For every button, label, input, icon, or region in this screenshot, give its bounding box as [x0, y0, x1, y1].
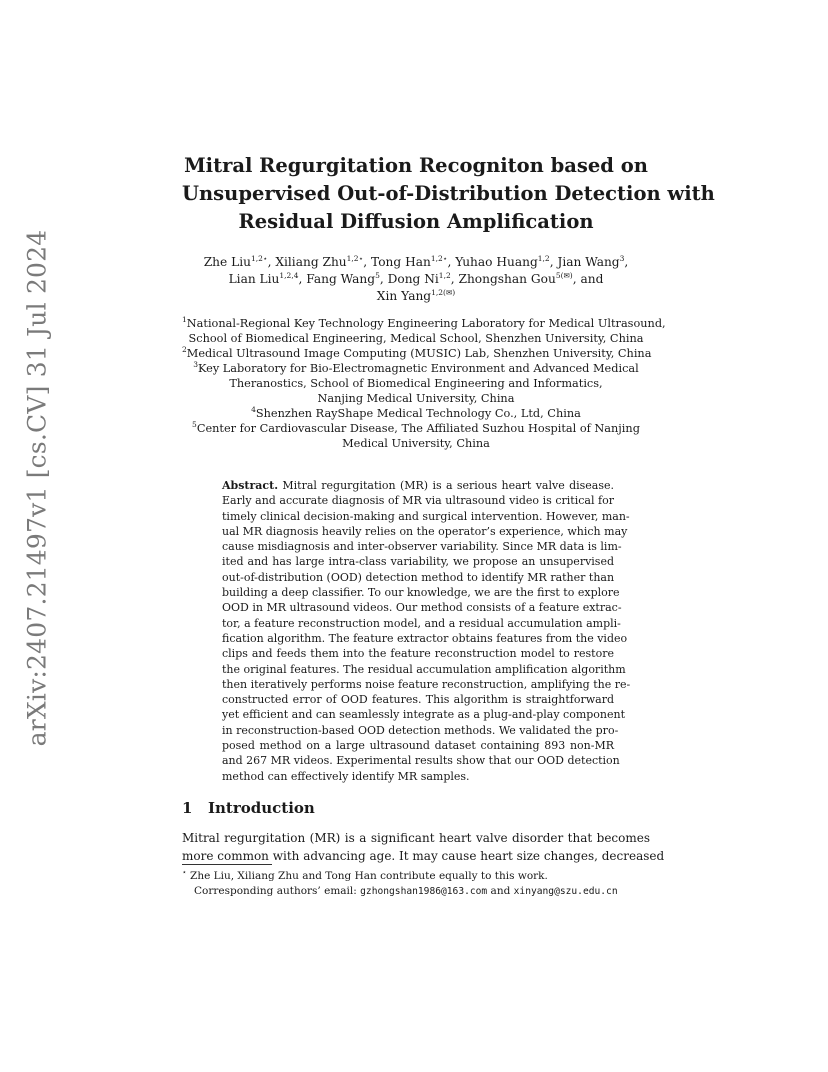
author-line: Lian Liu$^{1,2,4}$, Fang Wang$^5$, Dong Ni$^{1,2}$, Zhongshan Gou$^{5(✉)}$, and — [228, 270, 604, 286]
affiliation-line: Theranostics, School of Biomedical Engineering and Informatics, — [229, 377, 603, 390]
footnote — [182, 869, 650, 899]
email-link[interactable]: xinyang@szu.edu.cn — [513, 886, 618, 897]
title-line: Unsupervised Out-of-Distribution Detection with — [182, 182, 715, 205]
abstract-line: OOD in MR ultrasound videos. Our method consists of a feature extrac- — [222, 601, 622, 615]
author-name: Lian Liu — [228, 272, 280, 286]
title-line: Residual Diffusion Amplification — [238, 210, 594, 233]
author-affil-mark: 1,2⋆ — [346, 253, 364, 263]
author-name: Jian Wang — [557, 255, 620, 269]
author-affil-mark: 1,2⋆ — [250, 253, 268, 263]
author-affil-mark: 1,2 — [438, 270, 451, 280]
abstract-line: out-of-distribution (OOD) detection method to identify MR rather than — [222, 570, 615, 584]
abstract-line: then iteratively performs noise feature reconstruction, amplifying the re- — [222, 677, 631, 691]
abstract-line: and 267 MR videos. Experimental results show that our OOD detection — [222, 754, 620, 768]
author-name: Tong Han — [371, 255, 431, 269]
footnote-line: Corresponding authors’ email: gzhongshan1986@163.com and xinyang@szu.edu.cn — [194, 885, 618, 897]
affiliation-line: $^2$Medical Ultrasound Image Computing (MUSIC) Lab, Shenzhen University, China — [182, 345, 652, 360]
section-title: Introduction — [208, 799, 315, 817]
affiliation-line: $^5$Center for Cardiovascular Disease, The Affiliated Suzhou Hospital of Nanjing — [192, 420, 640, 435]
arxiv-identifier — [0, 0, 70, 1072]
author-name: Dong Ni — [387, 272, 439, 286]
abstract-line: timely clinical decision-making and surgical intervention. However, man- — [222, 509, 630, 523]
author-affil-mark: 3 — [619, 253, 625, 263]
author-name: Xin Yang — [376, 289, 432, 303]
title-line: Mitral Regurgitation Recogniton based on — [184, 154, 648, 177]
email-link[interactable]: gzhongshan1986@163.com — [360, 886, 488, 897]
author-list — [182, 254, 650, 305]
author-affil-mark: 1,2 — [537, 253, 550, 263]
author-line: Zhe Liu$^{1,2⋆}$, Xiliang Zhu$^{1,2⋆}$, Tong Han$^{1,2⋆}$, Yuhao Huang$^{1,2}$, Jian Wang$^3$, — [203, 253, 629, 269]
affiliation-line: Medical University, China — [342, 437, 490, 450]
affiliation-line: $^1$National-Regional Key Technology Engineering Laboratory for Medical Ultrasound, — [182, 315, 666, 330]
paper-title — [182, 152, 715, 236]
abstract-line: ited and has large intra-class variability, we propose an unsupervised — [222, 555, 614, 569]
arxiv-id-text: arXiv:2407.21497v1 [cs.CV] 31 Jul 2024 — [22, 229, 52, 747]
abstract-line: yet efficient and can seamlessly integrate as a plug-and-play component — [222, 708, 626, 722]
body-line: more common with advancing age. It may cause heart size changes, decreased — [182, 849, 665, 863]
abstract — [222, 478, 631, 784]
abstract-line: tor, a feature reconstruction model, and a residual accumulation ampli- — [222, 616, 621, 630]
abstract-label: Abstract. — [222, 479, 279, 492]
author-affil-mark: 5(✉) — [555, 270, 573, 280]
footnote-line: ⋆ Zhe Liu, Xiliang Zhu and Tong Han contribute equally to this work. — [182, 867, 548, 882]
author-name: Xiliang Zhu — [275, 255, 347, 269]
section-heading — [182, 799, 315, 817]
footnote-rule — [182, 864, 272, 865]
abstract-line: constructed error of OOD features. This algorithm is straightforward — [222, 693, 614, 707]
author-name: Zhongshan Gou — [458, 272, 556, 286]
abstract-line: method can effectively identify MR samples. — [222, 769, 470, 783]
affiliation-line: $^3$Key Laboratory for Bio-Electromagnetic Environment and Advanced Medical — [193, 360, 639, 375]
affiliation-list — [182, 315, 666, 451]
author-name: Zhe Liu — [203, 255, 251, 269]
author-name: Fang Wang — [306, 272, 376, 286]
author-affil-mark: 5 — [375, 270, 380, 280]
author-affil-mark: 1,2,4 — [279, 270, 299, 280]
abstract-line: Early and accurate diagnosis of MR via ultrasound video is critical for — [222, 494, 614, 508]
abstract-line: fication algorithm. The feature extractor obtains features from the video — [222, 631, 628, 645]
abstract-line: the original features. The residual accumulation amplification algorithm — [222, 662, 626, 676]
footnote-mark: ⋆ — [182, 867, 187, 877]
affiliation-line: School of Biomedical Engineering, Medical School, Shenzhen University, China — [188, 332, 644, 345]
author-name: Yuhao Huang — [455, 255, 538, 269]
abstract-line: clips and feeds them into the feature reconstruction model to restore — [222, 647, 614, 661]
body-line: Mitral regurgitation (MR) is a significant heart valve disorder that becomes — [182, 831, 650, 845]
author-affil-mark: 1,2(✉) — [431, 287, 456, 297]
author-affil-mark: 1,2⋆ — [430, 253, 448, 263]
abstract-line: posed method on a large ultrasound dataset containing 893 non-MR — [222, 739, 614, 753]
abstract-line: Abstract. Mitral regurgitation (MR) is a serious heart valve disease. — [222, 479, 614, 492]
abstract-line: ual MR diagnosis heavily relies on the operator’s experience, which may — [222, 524, 628, 538]
affiliation-line: Nanjing Medical University, China — [317, 392, 515, 405]
abstract-line: building a deep classifier. To our knowledge, we are the first to explore — [222, 586, 620, 600]
affiliation-line: $^4$Shenzhen RayShape Medical Technology Co., Ltd, China — [251, 405, 581, 420]
abstract-line: cause misdiagnosis and inter-observer variability. Since MR data is lim- — [222, 540, 622, 554]
author-line — [182, 288, 650, 305]
abstract-line: in reconstruction-based OOD detection methods. We validated the pro- — [222, 723, 619, 737]
section-number: 1 — [182, 799, 193, 817]
intro-paragraph — [182, 829, 665, 865]
